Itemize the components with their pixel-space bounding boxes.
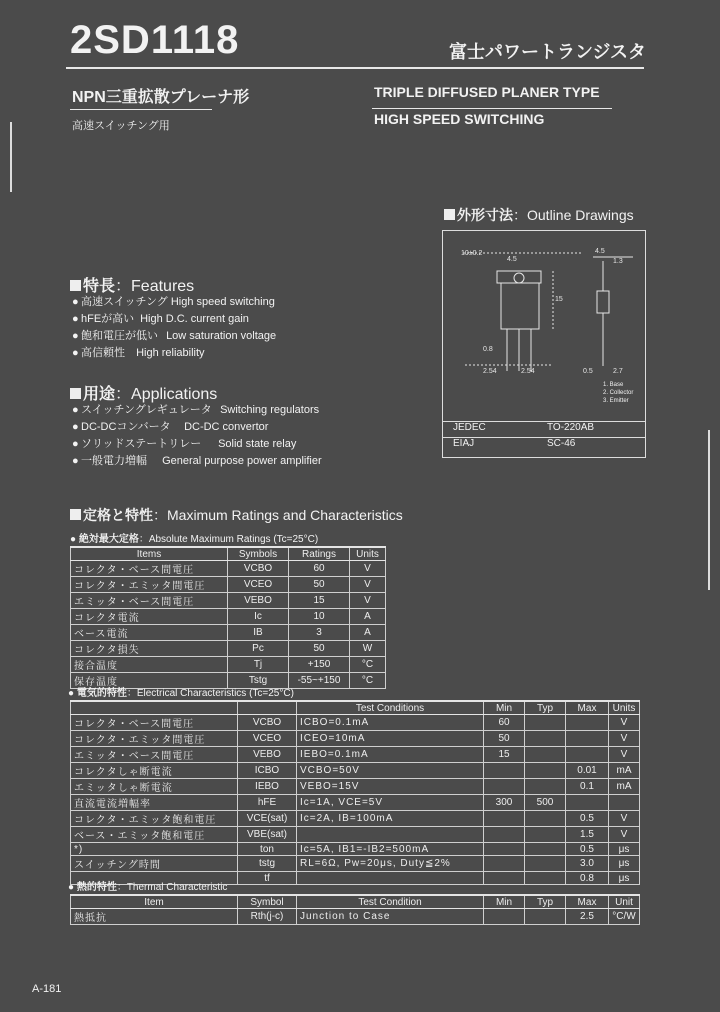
features-list <box>72 294 276 362</box>
applications-list <box>72 402 322 470</box>
type-en-rule <box>372 108 612 109</box>
application-jp: 高速スイッチング用 <box>72 120 170 132</box>
table-row: エミッタしゃ断電流 IEBO VEBO=15V 0.1 mA <box>71 779 640 795</box>
type-jp-rule <box>70 109 212 110</box>
list-item: ● 高信頼性 High reliability <box>72 347 205 359</box>
table-row: コレクタしゃ断電流 ICBO VCBO=50V 0.01 mA <box>71 763 640 779</box>
applications-heading: 用途：Applications <box>70 381 217 404</box>
list-item: ● 飽和電圧が低い Low saturation voltage <box>72 330 277 342</box>
svg-text:15: 15 <box>555 296 563 303</box>
package-jedec: JEDEC TO-220AB <box>443 421 645 433</box>
table-row: ベース電流 IB 3 A <box>71 625 386 641</box>
thermal-title: ● 熱的特性：Thermal Characteristic <box>68 882 228 893</box>
table-row: ベース・エミッタ飽和電圧 VBE(sat) 1.5 V <box>71 827 640 843</box>
table-row: コレクタ・エミッタ間電圧 VCEO ICEO=10mA 50 V <box>71 731 640 747</box>
thermal-table <box>70 894 640 925</box>
table-row: スイッチング時間 tstg RL=6Ω, Pw=20μs, Duty≦2% 3.0 μs <box>71 856 640 872</box>
table-row: 接合温度 Tj +150 °C <box>71 657 386 673</box>
table-header-row: Items Symbols Ratings Units <box>71 547 386 561</box>
application-en: HIGH SPEED SWITCHING <box>374 111 545 127</box>
outline-drawing <box>442 230 646 458</box>
svg-text:2.54: 2.54 <box>521 368 535 375</box>
electrical-table <box>70 700 640 885</box>
list-item: ● 高速スイッチング High speed switching <box>72 296 275 308</box>
table-header-row: Test Conditions Min Typ Max Units <box>71 701 640 715</box>
electrical-title: ● 電気的特性：Electrical Characteristics (Tc=25°C) <box>68 688 294 699</box>
package-eiaj: EIAJ SC-46 <box>443 437 645 449</box>
square-bullet-icon <box>70 280 81 291</box>
features-heading: 特長：Features <box>70 273 194 296</box>
table-row: *) ton Ic=5A, IB1=-IB2=500mA 0.5 μs <box>71 843 640 856</box>
mount-hole <box>514 273 524 283</box>
svg-text:0.5: 0.5 <box>583 368 593 375</box>
abs-max-title: ● 絶対最大定格：Absolute Maximum Ratings (Tc=25°C) <box>70 534 319 545</box>
list-item: ● 一般電力増幅 General purpose power amplifier <box>72 455 322 467</box>
table-row: コレクタ・ベース間電圧 VCBO ICBO=0.1mA 60 V <box>71 715 640 731</box>
square-bullet-icon <box>444 209 455 220</box>
table-row: コレクタ電流 Ic 10 A <box>71 609 386 625</box>
abs-max-table <box>70 546 386 689</box>
type-jp: NPN三重拡散プレーナ形 <box>72 89 250 106</box>
outline-heading: 外形寸法：Outline Drawings <box>444 205 634 225</box>
table-row: コレクタ・ベース間電圧 VCBO 60 V <box>71 561 386 577</box>
table-row: エミッタ・ベース間電圧 VEBO 15 V <box>71 593 386 609</box>
table-row: tf 0.8 μs <box>71 872 640 885</box>
list-item: ● スイッチングレギュレータ Switching regulators <box>72 404 320 416</box>
pin-legend: 1. Base 2. Collector 3. Emitter <box>603 382 634 404</box>
table-row: 熱抵抗 Rth(j-c) Junction to Case 2.5 °C/W <box>71 909 640 925</box>
svg-text:4.5: 4.5 <box>507 256 517 263</box>
svg-text:10±0.2: 10±0.2 <box>461 250 483 257</box>
svg-text:0.8: 0.8 <box>483 346 493 353</box>
table-header-row: Item Symbol Test Condition Min Typ Max Unit <box>71 895 640 909</box>
table-row: コレクタ損失 Pc 50 W <box>71 641 386 657</box>
body-outline <box>501 283 539 329</box>
svg-text:2.7: 2.7 <box>613 368 623 375</box>
table-row: 保存温度 Tstg -55~+150 °C <box>71 673 386 689</box>
table-row: コレクタ・エミッタ間電圧 VCEO 50 V <box>71 577 386 593</box>
page-number: A-181 <box>32 983 62 995</box>
header-rule <box>66 67 644 69</box>
svg-text:2.54: 2.54 <box>483 368 497 375</box>
svg-text:1.3: 1.3 <box>613 258 623 265</box>
list-item: ● hFEが高い High D.C. current gain <box>72 313 249 325</box>
square-bullet-icon <box>70 388 81 399</box>
table-row: 直流電流増幅率 hFE Ic=1A, VCE=5V 300 500 <box>71 795 640 811</box>
list-item: ● DC-DCコンバータ DC-DC convertor <box>72 421 269 433</box>
side-view <box>597 291 609 313</box>
margin-mark <box>10 122 12 192</box>
table-row: エミッタ・ベース間電圧 VEBO IEBO=0.1mA 15 V <box>71 747 640 763</box>
margin-mark-right <box>708 430 710 590</box>
type-en: TRIPLE DIFFUSED PLANER TYPE <box>374 84 600 100</box>
part-number: 2SD1118 <box>70 18 240 62</box>
list-item: ● ソリッドステートリレー Solid state relay <box>72 438 297 450</box>
ratings-heading: 定格と特性：Maximum Ratings and Characteristics <box>70 505 403 525</box>
square-bullet-icon <box>70 509 81 520</box>
table-row: コレクタ・エミッタ飽和電圧 VCE(sat) Ic=2A, IB=100mA 0.5 V <box>71 811 640 827</box>
svg-text:4.5: 4.5 <box>595 248 605 255</box>
manufacturer: 富士パワートランジスタ <box>448 42 646 62</box>
